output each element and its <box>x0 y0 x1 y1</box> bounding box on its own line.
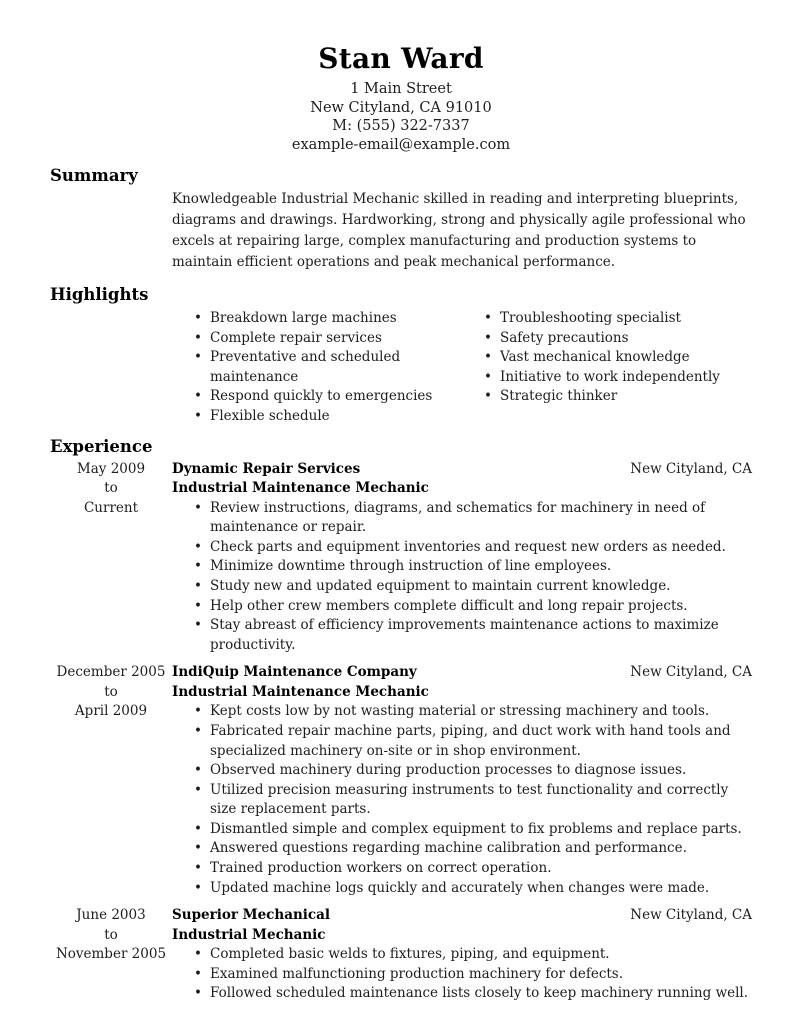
job-title: Industrial Mechanic <box>172 926 326 943</box>
job-bullet: • Stay abreast of efficiency improvements maintenance actions to maximize productivity. <box>172 616 752 655</box>
job-title: Industrial Maintenance Mechanic <box>172 480 429 497</box>
company-name: Superior Mechanical <box>172 907 331 924</box>
highlight-item: • Troubleshooting specialist <box>462 309 752 329</box>
job-bullet-list <box>172 702 752 898</box>
job-bullet: • Observed machinery during production processes to diagnose issues. <box>172 761 752 781</box>
job-date-separator: to <box>104 480 118 497</box>
company-name: IndiQuip Maintenance Company <box>172 664 417 681</box>
jobs-container <box>50 460 752 1004</box>
job-date-separator: to <box>104 926 118 943</box>
job-bullet: • Updated machine logs quickly and accurately when changes were made. <box>172 879 752 899</box>
job-bullet: • Answered questions regarding machine calibration and performance. <box>172 839 752 859</box>
company-name: Dynamic Repair Services <box>172 460 361 477</box>
job-bullet: • Completed basic welds to fixtures, piping, and equipment. <box>172 945 752 965</box>
job-bullet: • Help other crew members complete difficult and long repair projects. <box>172 597 752 617</box>
job-date-end: Current <box>83 499 139 516</box>
job-date-separator: to <box>104 683 118 700</box>
job-title: Industrial Maintenance Mechanic <box>172 683 429 700</box>
address-line-1: 1 Main Street <box>350 81 452 97</box>
job-date-range <box>50 663 172 898</box>
job-date-end: November 2005 <box>55 946 167 963</box>
job-bullet: • Utilized precision measuring instruments to test functionality and correctly size replacement parts. <box>172 781 752 820</box>
left-gutter <box>50 306 172 427</box>
job-bullet: • Examined malfunctioning production machinery for defects. <box>172 965 752 985</box>
job-entry <box>50 460 752 656</box>
highlights-heading: Highlights <box>50 285 149 304</box>
job-bullet: • Study new and updated equipment to maintain current knowledge. <box>172 577 752 597</box>
job-header-line <box>172 460 752 480</box>
highlight-item: • Respond quickly to emergencies <box>172 387 462 407</box>
job-date-start: December 2005 <box>56 664 166 681</box>
job-bullet-list <box>172 499 752 656</box>
summary-text: Knowledgeable Industrial Mechanic skilled in reading and interpreting blueprints, diagrams and drawings. Hardworking, strong and physically agile professional who excels at repairing large, complex manufacturing and production systems to maintain efficient operations and peak mechanical performance. <box>172 191 746 270</box>
highlight-item: • Safety precautions <box>462 329 752 349</box>
job-entry <box>50 906 752 1004</box>
job-date-range <box>50 460 172 656</box>
address-line-2: New Cityland, CA 91010 <box>310 99 492 116</box>
highlights-columns <box>172 306 752 427</box>
job-date-start: June 2003 <box>76 907 146 924</box>
left-gutter <box>50 187 172 273</box>
job-date-end: April 2009 <box>74 703 148 720</box>
job-bullet: • Check parts and equipment inventories and request new orders as needed. <box>172 538 752 558</box>
job-header-line <box>172 663 752 683</box>
job-bullet: • Review instructions, diagrams, and schematics for machinery in need of maintenance or repair. <box>172 499 752 538</box>
job-bullet: • Fabricated repair machine parts, piping, and duct work with hand tools and specialized machinery on-site or in shop environment. <box>172 722 752 761</box>
job-bullet: • Trained production workers on correct operation. <box>172 859 752 879</box>
highlight-item: • Breakdown large machines <box>172 309 462 329</box>
job-location: New Cityland, CA <box>630 460 752 477</box>
job-date-start: May 2009 <box>76 460 146 477</box>
resume-header <box>50 42 752 154</box>
job-content <box>172 460 752 656</box>
job-header-line <box>172 906 752 926</box>
email-address: example-email@example.com <box>291 136 511 153</box>
phone-number: M: (555) 322-7337 <box>332 118 470 134</box>
job-bullet: • Minimize downtime through instruction of line employees. <box>172 557 752 577</box>
job-content <box>172 663 752 898</box>
highlight-item: • Initiative to work independently <box>462 368 752 388</box>
summary-heading: Summary <box>50 166 138 185</box>
job-date-range <box>50 906 172 1004</box>
highlight-item: • Preventative and scheduled maintenance <box>172 348 462 387</box>
highlight-item: • Complete repair services <box>172 329 462 349</box>
job-content <box>172 906 752 1004</box>
experience-heading: Experience <box>50 436 153 456</box>
highlights-section <box>50 306 752 427</box>
job-location: New Cityland, CA <box>630 907 752 924</box>
highlights-left-list <box>172 309 462 427</box>
job-bullet-list <box>172 945 752 1004</box>
highlight-item: • Flexible schedule <box>172 407 462 427</box>
job-bullet: • Followed scheduled maintenance lists closely to keep machinery running well. <box>172 984 752 1004</box>
job-bullet: • Dismantled simple and complex equipment to fix problems and replace parts. <box>172 820 752 840</box>
highlights-right-list <box>462 309 752 427</box>
candidate-name: Stan Ward <box>318 42 484 75</box>
highlight-item: • Strategic thinker <box>462 387 752 407</box>
job-location: New Cityland, CA <box>630 664 752 681</box>
summary-section <box>50 187 752 273</box>
job-bullet: • Kept costs low by not wasting material or stressing machinery and tools. <box>172 702 752 722</box>
job-entry <box>50 663 752 898</box>
highlight-item: • Vast mechanical knowledge <box>462 348 752 368</box>
